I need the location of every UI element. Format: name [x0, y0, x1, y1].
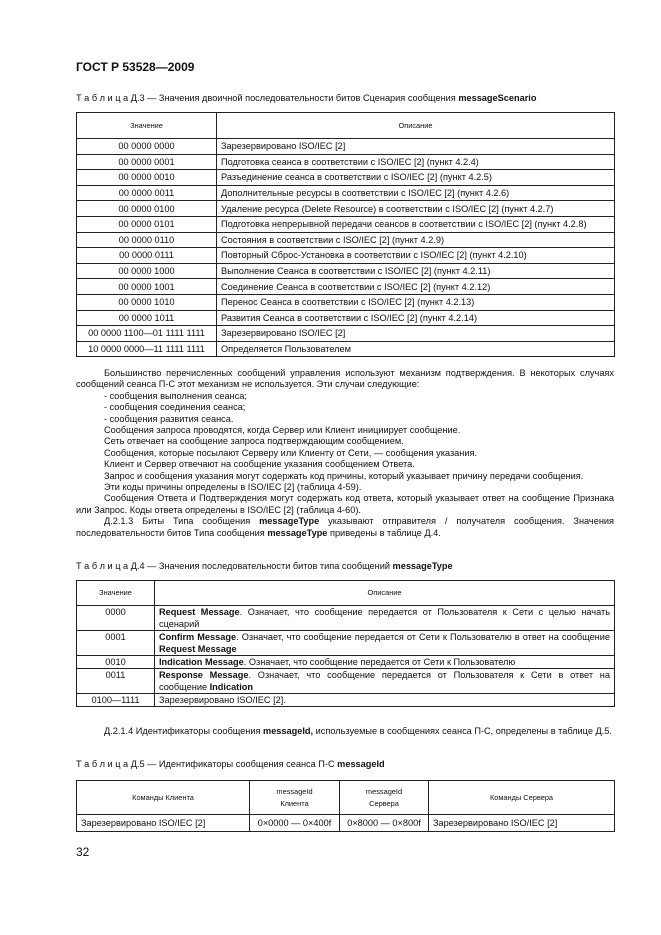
bold-span: Indication: [209, 682, 254, 692]
standard-header: ГОСТ Р 53528—2009: [76, 60, 195, 74]
table-row: [77, 815, 615, 832]
table-cell-value: 00 0000 0101: [77, 216, 217, 232]
bold-span: Response Message: [159, 670, 249, 680]
table-cell-description: Состояния в соответствии с ISO/IEC [2] (пункт 4.2.9): [217, 232, 615, 248]
table-cell-description: [155, 669, 615, 694]
table-cell: 0×8000 — 0×800f: [340, 815, 429, 832]
table-cell-value: 00 0000 0100: [77, 201, 217, 217]
table-cell-value: 00 0000 1000: [77, 263, 217, 279]
table-row: [77, 232, 615, 248]
table-cell-description: [155, 631, 615, 656]
text-span: . Означает, что сообщение передается от Пользователя к Сети с целью начать сценарий: [159, 607, 610, 629]
body-text-2: [76, 726, 614, 737]
table-header-value: Значение: [77, 581, 155, 606]
table-cell-description: Подготовка непрерывной передачи сеансов в соответствии с ISO/IEC [2] (пункт 4.2.8): [217, 216, 615, 232]
header-line: messageId: [276, 786, 313, 796]
bold-span: Request Message: [159, 644, 237, 654]
text-line: Сеть отвечает на сообщение запроса подтверждающим сообщением.: [104, 436, 404, 447]
bullet-item: - сообщения выполнения сеанса;: [104, 390, 247, 401]
table-row: [77, 341, 615, 357]
table-row: [77, 248, 615, 264]
caption-lead: Т а б л и ц а: [76, 759, 129, 769]
table-cell-value: 0010: [77, 656, 155, 669]
bullet-item: - сообщения соединения сеанса;: [104, 402, 246, 413]
header-line: messageId: [365, 786, 403, 796]
table-row: [77, 694, 615, 707]
bold-span: messageId,: [263, 726, 314, 736]
table-cell-description: [155, 656, 615, 669]
table-row: [77, 154, 615, 170]
table-row: [77, 326, 615, 342]
table-cell-value: 00 0000 0011: [77, 185, 217, 201]
table-d4-caption: [76, 561, 453, 571]
caption-bold: messageScenario: [458, 93, 537, 103]
table-cell-value: 0000: [77, 606, 155, 631]
table-cell-description: Повторный Сброс-Установка в соответствии с ISO/IEC [2] (пункт 4.2.10): [217, 248, 615, 264]
table-header-server-commands: Команды Сервера: [429, 781, 615, 815]
table-cell-value: 00 0000 0000: [77, 139, 217, 155]
table-header-description: Описание: [155, 581, 615, 606]
table-cell-value: 00 0000 0010: [77, 170, 217, 186]
table-cell-value: 00 0000 0001: [77, 154, 217, 170]
table-header-client-commands: Команды Клиента: [77, 781, 250, 815]
table-row: [77, 279, 615, 295]
caption-lead: Т а б л и ц а: [76, 93, 129, 103]
paragraph: Большинство перечисленных сообщений управления используют механизм подтверждения. В некоторых случаях сообщений сеанса П-С этот механизм не используется. Эти случаи следующие:: [76, 368, 614, 390]
table-cell-description: Дополнительные ресурсы в соответствии с ISO/IEC [2] (пункт 4.2.6): [217, 185, 615, 201]
table-row: [77, 201, 615, 217]
table-row: [77, 656, 615, 669]
table-d5-caption: [76, 759, 385, 769]
table-d5: [76, 780, 615, 832]
body-text: [76, 368, 614, 539]
table-header-description: Описание: [217, 113, 615, 139]
text-span: указывают отправителя / получателя сообщения. Значения последовательности битов Типа сообщения: [76, 516, 614, 538]
table-row: [77, 310, 615, 326]
table-cell-value: 0100—1111: [77, 694, 155, 707]
header-line: Клиента: [280, 798, 309, 808]
text-span: Д.2.1.3 Биты Типа сообщения: [104, 516, 260, 527]
text-span: используемые в сообщениях сеанса П-С, определены в таблице Д.5.: [313, 726, 612, 736]
table-row: [77, 294, 615, 310]
table-cell: 0×0000 — 0×400f: [250, 815, 340, 832]
table-row: [77, 631, 615, 656]
table-cell-description: Развития Сеанса в соответствии с ISO/IEC [2] (пункт 4.2.14): [217, 310, 615, 326]
bold-span: messageType: [259, 516, 320, 527]
table-cell-description: Зарезервировано ISO/IEC [2]: [217, 139, 615, 155]
text-span: . Означает, что сообщение передается от Сети к Пользователю: [243, 657, 516, 667]
table-cell-value: 10 0000 0000—11 1111 1111: [77, 341, 217, 357]
table-cell-description: Зарезервировано ISO/IEC [2]: [217, 326, 615, 342]
table-cell-description: Разъединение сеанса в соответствии с ISO/IEC [2] (пункт 4.2.5): [217, 170, 615, 186]
table-cell-description: Перенос Сеанса в соответствии с ISO/IEC [2] (пункт 4.2.13): [217, 294, 615, 310]
table-row: [77, 170, 615, 186]
caption-text: Д.3 — Значения двоичной последовательности битов Сценария сообщения: [128, 93, 459, 103]
text-line: Сообщения, которые посылают Серверу или Клиенту от Сети, — сообщения указания.: [104, 447, 477, 458]
paragraph: Сообщения Ответа и Подтверждения могут содержать код ответа, который указывает ответ на сообщение Признака или Запрос. Коды ответа определены в ISO/IEC [2] (таблица 4-60).: [76, 493, 614, 515]
table-row: [77, 185, 615, 201]
bold-span: Indication Message: [159, 657, 244, 667]
text-span: . Означает, что сообщение передается от Пользователя к Сети в ответ на сообщение: [159, 670, 610, 692]
table-cell-description: [155, 606, 615, 631]
caption-bold: messageType: [392, 561, 453, 571]
table-header-messageid-client: [250, 781, 340, 815]
table-cell-value: 00 0000 1001: [77, 279, 217, 295]
text-span: Зарезервировано ISO/IEC [2].: [159, 695, 286, 705]
table-d3-caption: [76, 93, 536, 103]
paragraph: [76, 726, 614, 737]
table-cell-description: Выполнение Сеанса в соответствии с ISO/IEC [2] (пункт 4.2.11): [217, 263, 615, 279]
text-line: Сообщения запроса проводятся, когда Сервер или Клиент инициирует сообщение.: [104, 425, 461, 436]
header-line: Сервера: [369, 798, 399, 808]
table-cell-description: Соединение Сеанса в соответствии с ISO/IEC [2] (пункт 4.2.12): [217, 279, 615, 295]
bullet-item: - сообщения развития сеанса.: [104, 413, 234, 424]
table-cell-value: 0001: [77, 631, 155, 656]
paragraph: [76, 516, 614, 539]
table-cell: Зарезервировано ISO/IEC [2]: [429, 815, 615, 832]
table-header-value: Значение: [77, 113, 217, 139]
table-cell-value: 0011: [77, 669, 155, 694]
caption-bold: messageId: [337, 759, 385, 769]
table-cell-description: Удаление ресурса (Delete Resource) в соответствии с ISO/IEC [2] (пункт 4.2.7): [217, 201, 615, 217]
text-line: Запрос и сообщения указания могут содержать код причины, который указывает причину передачи сообщения.: [104, 470, 584, 481]
table-cell-description: Определяется Пользователем: [217, 341, 615, 357]
table-cell-value: 00 0000 0110: [77, 232, 217, 248]
table-cell-value: 00 0000 1010: [77, 294, 217, 310]
text-line: Клиент и Сервер отвечают на сообщение указания сообщением Ответа.: [104, 459, 415, 470]
caption-text: Д.5 — Идентификаторы сообщения сеанса П-С: [128, 759, 338, 769]
table-cell-value: 00 0000 0111: [77, 248, 217, 264]
table-row: [77, 606, 615, 631]
table-cell: Зарезервировано ISO/IEC [2]: [77, 815, 250, 832]
bold-span: Confirm Message: [159, 632, 237, 642]
text-span: приведены в таблице Д.4.: [327, 527, 441, 538]
text-span: . Означает, что сообщение передается от Сети к Пользователю в ответ на сообщение: [236, 632, 610, 642]
table-cell-value: 00 0000 1100—01 1111 1111: [77, 326, 217, 342]
table-header-messageid-server: [340, 781, 429, 815]
table-d3: [76, 112, 615, 357]
table-cell-value: 00 0000 1011: [77, 310, 217, 326]
text-line: Эти коды причины определены в ISO/IEC [2] (таблица 4-59).: [104, 482, 362, 493]
caption-lead: Т а б л и ц а: [76, 561, 129, 571]
table-row: [77, 263, 615, 279]
bold-span: Request Message: [159, 607, 240, 617]
caption-text: Д.4 — Значения последовательности битов типа сообщений: [128, 561, 393, 571]
table-cell-description: [155, 694, 615, 707]
table-row: [77, 216, 615, 232]
table-d4: [76, 580, 615, 707]
page-number: 32: [76, 845, 90, 859]
text-span: Д.2.1.4 Идентификаторы сообщения: [104, 726, 264, 736]
table-row: [77, 669, 615, 694]
table-cell-description: Подготовка сеанса в соответствии с ISO/IEC [2] (пункт 4.2.4): [217, 154, 615, 170]
bold-span: messageType: [267, 527, 328, 538]
table-row: [77, 139, 615, 155]
